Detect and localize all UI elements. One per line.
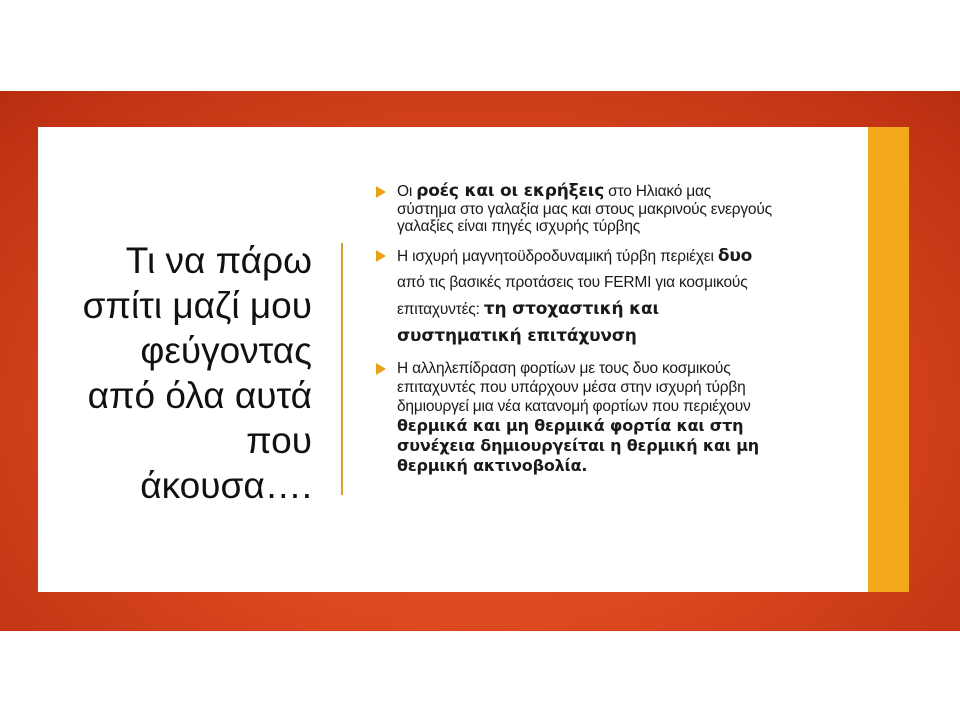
bullet-item xyxy=(372,183,772,236)
title-line: από όλα αυτά xyxy=(87,375,312,416)
bullet-text xyxy=(397,183,772,235)
bullet-item xyxy=(372,359,772,476)
bullet-list xyxy=(372,183,772,476)
bullet-text xyxy=(397,360,759,475)
bullet-bold-segment: θερμικά και μη θερμικά φορτία και στη συνέχεια δημιουργείται η θερμική και μη θερμική ακτινοβολία. xyxy=(397,415,759,475)
bullet-bold-segment: τη στοχαστική και συστηματική επιτάχυνση xyxy=(397,298,659,346)
bullet-arrow-icon xyxy=(376,250,386,262)
title-line: Τι να πάρω xyxy=(125,240,312,281)
bullet-item xyxy=(372,243,772,350)
bullet-arrow-icon xyxy=(376,363,386,375)
vertical-divider xyxy=(341,243,343,495)
bullet-text-segment: από τις βασικές προτάσεις του FERMI για κοσμικούς επιταχυντές: xyxy=(397,273,748,318)
bullet-text-segment: Η ισχυρή μαγνητοϋδροδυναμική τύρβη περιέχει xyxy=(397,247,718,265)
slide-title xyxy=(60,238,312,508)
accent-bar xyxy=(868,127,909,592)
title-line: φεύγοντας xyxy=(140,330,312,371)
bullet-bold-segment: δυο xyxy=(717,245,753,266)
bullet-arrow-icon xyxy=(376,186,386,198)
bullet-bold-segment: ροές και οι εκρήξεις xyxy=(416,181,605,201)
title-line: άκουσα…. xyxy=(140,465,312,506)
bullet-text-segment: Η αλληλεπίδραση φορτίων με τους δυο κοσμικούς επιταχυντές που υπάρχουν μέσα στην ισχυρή τύρβη δημιουργεί μια νέα κατανομή φορτίων που περιέχουν xyxy=(397,359,751,415)
title-line: σπίτι μαζί μου xyxy=(82,285,312,326)
title-line: που xyxy=(246,420,312,461)
bullet-text xyxy=(397,245,753,346)
bullet-text-segment: στο Ηλιακό μας σύστημα στο γαλαξία μας και στους μακρινούς ενεργούς γαλαξίες είναι πηγές ισχυρής τύρβης xyxy=(397,183,772,235)
bullet-text-segment: Οι xyxy=(397,183,417,200)
